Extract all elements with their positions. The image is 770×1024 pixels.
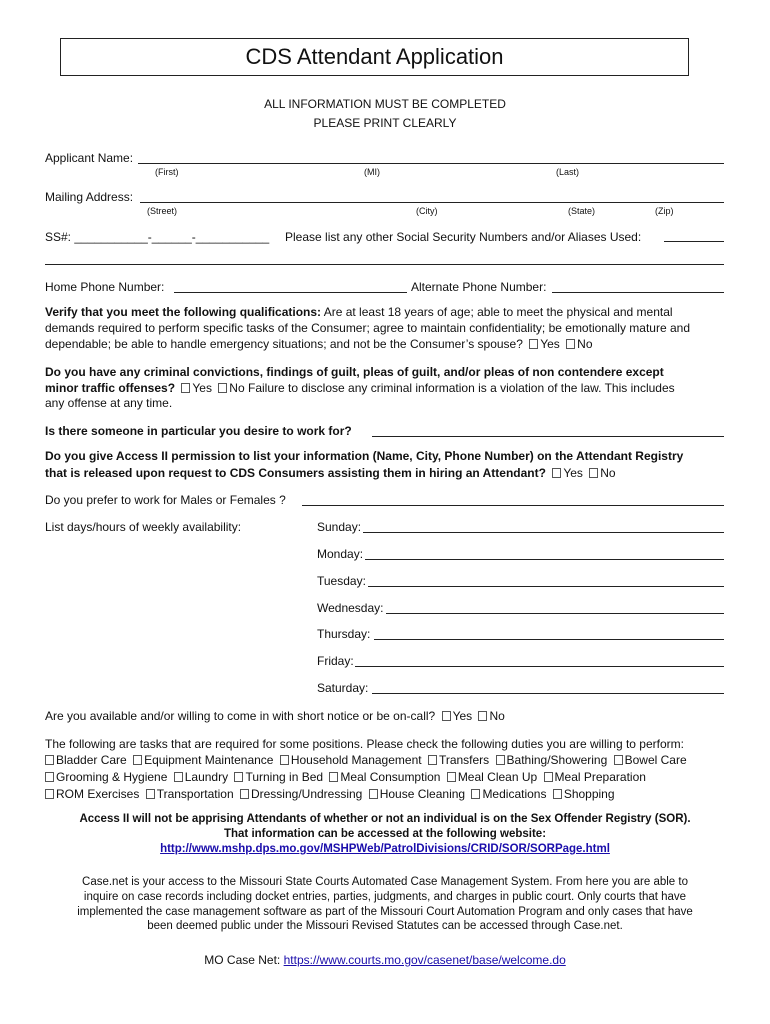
task-label: House Cleaning (379, 787, 466, 801)
saturday-label: Saturday: (317, 681, 369, 695)
monday-field[interactable] (365, 559, 724, 560)
task-label: Meal Clean Up (457, 770, 538, 784)
zip-caption: (Zip) (655, 206, 674, 216)
verify-text-3: dependable; be able to handle emergency situations; and not be the Consumer’s spouse? (45, 337, 523, 351)
task-label: Meal Preparation (554, 770, 646, 784)
criminal-text-2: Failure to disclose any criminal information is a violation of the law. This includes (247, 381, 675, 395)
access-line-1: Do you give Access II permission to list your information (Name, City, Phone Number) on the Attendant Registry (45, 449, 684, 463)
last-name-caption: (Last) (556, 167, 580, 177)
verify-text-2: demands required to perform specific tasks of the Consumer; agree to maintain confidentiality; be emotionally mature and (45, 321, 690, 335)
task-checkbox[interactable] (471, 789, 480, 799)
applicant-name-label: Applicant Name: (45, 151, 134, 165)
task-checkbox[interactable] (369, 789, 378, 799)
oncall-yes-checkbox[interactable] (442, 711, 451, 721)
oncall-no-label: No (489, 709, 505, 723)
aliases-field-line-2[interactable] (45, 264, 724, 265)
criminal-yes-checkbox[interactable] (181, 383, 190, 393)
task-checkbox[interactable] (553, 789, 562, 799)
header-line-2: PLEASE PRINT CLEARLY (313, 116, 457, 130)
access-yes-label: Yes (563, 466, 583, 480)
title-box (60, 38, 689, 76)
access-no-checkbox[interactable] (589, 468, 598, 478)
state-caption: (State) (568, 206, 596, 216)
task-checkbox[interactable] (234, 772, 243, 782)
oncall-yes-label: Yes (452, 709, 473, 723)
sor-line-1: Access II will not be apprising Attendants of whether or not an individual is on the Sex Offender Registry (SOR). (79, 813, 691, 825)
casenet-line-2: inquire on case records including docket entries, parties, judgments, and charges in public court. Only courts that have (83, 891, 687, 903)
home-phone-label: Home Phone Number: (45, 280, 165, 294)
verify-text-1: Are at least 18 years of age; able to meet the physical and mental (321, 305, 673, 319)
monday-label: Monday: (317, 547, 364, 561)
page-title: CDS Attendant Application (245, 44, 504, 69)
task-label: Bowel Care (624, 753, 687, 767)
task-checkbox[interactable] (544, 772, 553, 782)
mailing-address-label: Mailing Address: (45, 190, 134, 204)
verify-line-1 (45, 305, 673, 319)
criminal-no-checkbox[interactable] (218, 383, 227, 393)
task-label: Transfers (438, 753, 490, 767)
tasks-row-3 (42, 787, 615, 801)
task-checkbox[interactable] (329, 772, 338, 782)
aliases-label: Please list any other Social Security Numbers and/or Aliases Used: (285, 230, 642, 244)
gender-label: Do you prefer to work for Males or Females ? (45, 493, 286, 507)
oncall-label: Are you available and/or willing to come in with short notice or be on-call? (45, 709, 436, 723)
criminal-bold-2: minor traffic offenses? (45, 381, 176, 395)
tasks-intro: The following are tasks that are required for some positions. Please check the following duties you are willing to perform: (45, 737, 684, 751)
mi-caption: (MI) (364, 167, 380, 177)
oncall-no-checkbox[interactable] (478, 711, 487, 721)
task-label: Household Management (290, 753, 422, 767)
task-checkbox[interactable] (45, 789, 54, 799)
thursday-field[interactable] (374, 639, 724, 640)
task-label: Medications (482, 787, 547, 801)
city-caption: (City) (416, 206, 438, 216)
ssn-label: SS#: ___________-______-___________ (45, 230, 270, 244)
casenet-link[interactable]: https://www.courts.mo.gov/casenet/base/welcome.do (283, 953, 566, 967)
task-checkbox[interactable] (496, 755, 505, 765)
criminal-yes-label: Yes (192, 381, 212, 395)
task-checkbox[interactable] (614, 755, 623, 765)
applicant-name-field[interactable] (138, 163, 724, 164)
particular-label: Is there someone in particular you desire to work for? (45, 424, 352, 438)
access-line-2-row (45, 466, 616, 480)
casenet-line-1: Case.net is your access to the Missouri State Courts Automated Case Management System. From here you are able to (82, 876, 688, 888)
task-label: Dressing/Undressing (250, 787, 363, 801)
task-checkbox[interactable] (428, 755, 437, 765)
casenet-link-row (0, 953, 770, 967)
sunday-label: Sunday: (317, 520, 362, 534)
casenet-line-3: implemented the case management software as part of the Missouri Court Automation Program and only cases that have (77, 906, 693, 918)
verify-no-checkbox[interactable] (566, 339, 575, 349)
first-name-caption: (First) (155, 167, 179, 177)
criminal-text-3: any offense at any time. (45, 396, 173, 410)
task-checkbox[interactable] (240, 789, 249, 799)
casenet-line-4: been deemed public under the Missouri Revised Statutes can be accessed through Case.net. (147, 920, 623, 932)
task-label: Bladder Care (56, 753, 127, 767)
criminal-line-2 (45, 381, 675, 395)
task-label: ROM Exercises (56, 787, 140, 801)
thursday-label: Thursday: (317, 627, 371, 641)
access-line-2: that is released upon request to CDS Consumers assisting them in hiring an Attendant? (45, 466, 546, 480)
verify-line-3 (45, 337, 593, 351)
verify-yes-checkbox[interactable] (529, 339, 538, 349)
casenet-link-label: MO Case Net: (204, 953, 284, 967)
header-line-1: ALL INFORMATION MUST BE COMPLETED (264, 97, 506, 111)
task-label: Turning in Bed (245, 770, 324, 784)
task-label: Laundry (184, 770, 229, 784)
task-label: Bathing/Showering (506, 753, 608, 767)
criminal-no-label: No (229, 381, 245, 395)
mailing-address-field[interactable] (140, 202, 724, 203)
home-phone-field[interactable] (174, 292, 407, 293)
sor-line-2: That information can be accessed at the following website: (223, 828, 547, 840)
tuesday-label: Tuesday: (317, 574, 366, 588)
wednesday-field[interactable] (386, 613, 724, 614)
alternate-phone-label: Alternate Phone Number: (411, 280, 547, 294)
task-checkbox[interactable] (280, 755, 289, 765)
wednesday-label: Wednesday: (317, 601, 384, 615)
task-checkbox[interactable] (174, 772, 183, 782)
task-label: Meal Consumption (340, 770, 441, 784)
task-label: Transportation (156, 787, 234, 801)
criminal-bold-1: Do you have any criminal convictions, findings of guilt, pleas of guilt, and/or pleas of non contendere except (45, 365, 664, 379)
task-checkbox[interactable] (447, 772, 456, 782)
particular-field[interactable] (372, 436, 724, 437)
friday-field[interactable] (355, 666, 724, 667)
verify-yes-label: Yes (540, 337, 560, 351)
oncall-row (45, 709, 505, 723)
verify-no-label: No (577, 337, 593, 351)
access-no-label: No (600, 466, 616, 480)
alternate-phone-field[interactable] (552, 292, 724, 293)
aliases-field[interactable] (664, 241, 724, 242)
tasks-row-2 (42, 770, 646, 784)
sor-link[interactable]: http://www.mshp.dps.mo.gov/MSHPWeb/PatrolDivisions/CRID/SOR/SORPage.html (160, 843, 610, 855)
availability-label: List days/hours of weekly availability: (45, 520, 242, 534)
sunday-field[interactable] (363, 532, 724, 533)
task-checkbox[interactable] (146, 789, 155, 799)
access-yes-checkbox[interactable] (552, 468, 561, 478)
tuesday-field[interactable] (368, 586, 724, 587)
tasks-row-1 (42, 753, 687, 767)
task-label: Grooming & Hygiene (56, 770, 168, 784)
task-label: Shopping (563, 787, 615, 801)
task-checkbox[interactable] (45, 772, 54, 782)
street-caption: (Street) (147, 206, 178, 216)
task-label: Equipment Maintenance (144, 753, 274, 767)
gender-field[interactable] (302, 505, 724, 506)
task-checkbox[interactable] (45, 755, 54, 765)
saturday-field[interactable] (372, 693, 724, 694)
friday-label: Friday: (317, 654, 354, 668)
task-checkbox[interactable] (133, 755, 142, 765)
verify-bold: Verify that you meet the following qualifications: (45, 305, 322, 319)
